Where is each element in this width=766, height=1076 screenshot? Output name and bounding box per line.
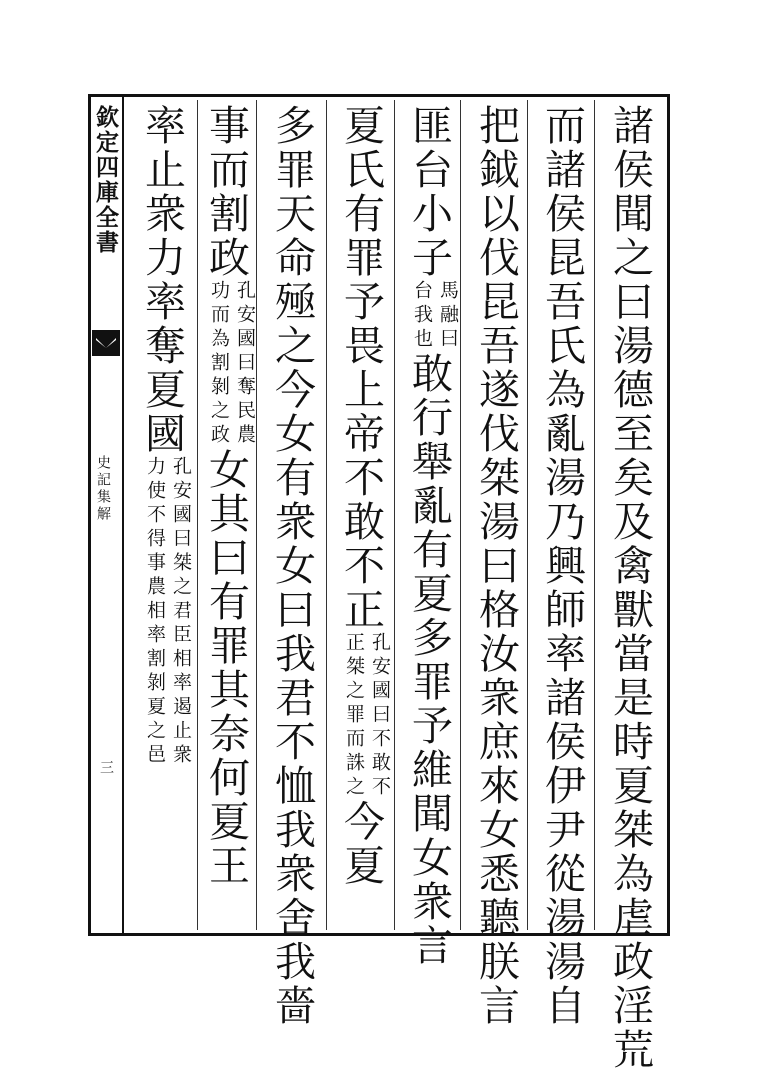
text-column-5 <box>339 104 389 930</box>
commentary-line-left: 正桀之罪而誅之 <box>343 632 365 800</box>
commentary-line-right: 孔安國曰奪民農 <box>234 280 256 448</box>
commentary-line-left: 台我也 <box>411 280 433 352</box>
main-text: 諸侯聞之曰湯德至矣及禽獸當是時夏桀為虐政淫荒 <box>606 104 654 1072</box>
main-text: 而諸侯昆吾氏為亂湯乃興師率諸侯伊尹從湯湯自 <box>538 104 586 1028</box>
page-number: 三 <box>98 760 114 774</box>
text-column-1 <box>606 104 658 1072</box>
main-text: 率止衆力率奪夏國 <box>138 104 186 456</box>
main-text: 多罪天命殛之今女有衆女曰我君不恤我衆舍我嗇 <box>268 104 316 1028</box>
commentary-note <box>144 456 192 768</box>
text-column-3 <box>472 104 524 1028</box>
commentary-line-right: 孔安國曰桀之君臣相率遏止衆 <box>170 456 192 768</box>
commentary-line-left: 功而為割剝之政 <box>208 280 230 448</box>
column-rule <box>527 100 528 930</box>
commentary-note <box>208 280 256 448</box>
text-column-7 <box>204 104 254 930</box>
commentary-line-right: 孔安國曰不敢不 <box>369 632 391 800</box>
main-text: 女其曰有罪其奈何夏王 <box>202 448 250 888</box>
text-column-8 <box>140 104 190 930</box>
column-rule <box>256 100 257 930</box>
main-text: 敢行舉亂有夏多罪予維聞女衆言 <box>405 352 453 968</box>
column-rule <box>197 100 198 930</box>
commentary-note <box>411 280 459 352</box>
column-rule <box>460 100 461 930</box>
commentary-line-left: 力使不得事農相率割剝夏之邑 <box>144 456 166 768</box>
text-column-2 <box>538 104 590 1028</box>
column-rule <box>594 100 595 930</box>
commentary-line-right: 馬融曰 <box>437 280 459 352</box>
main-text: 匪台小子 <box>405 104 453 280</box>
collection-title: 欽定四庫全書 <box>92 105 119 255</box>
book-title: 史記集解 <box>95 455 111 523</box>
fishtail-mark-icon <box>92 330 120 356</box>
commentary-note <box>343 632 391 800</box>
column-rule <box>326 100 327 930</box>
text-column-4 <box>405 104 459 968</box>
main-text: 夏氏有罪予畏上帝不敢不正 <box>337 104 385 632</box>
main-text: 把鉞以伐昆吾遂伐桀湯曰格汝衆庶來女悉聽朕言 <box>472 104 520 1028</box>
column-rule <box>394 100 395 930</box>
text-column-6 <box>268 104 320 1028</box>
main-text: 今夏 <box>337 800 385 888</box>
main-text: 事而割政 <box>202 104 250 280</box>
